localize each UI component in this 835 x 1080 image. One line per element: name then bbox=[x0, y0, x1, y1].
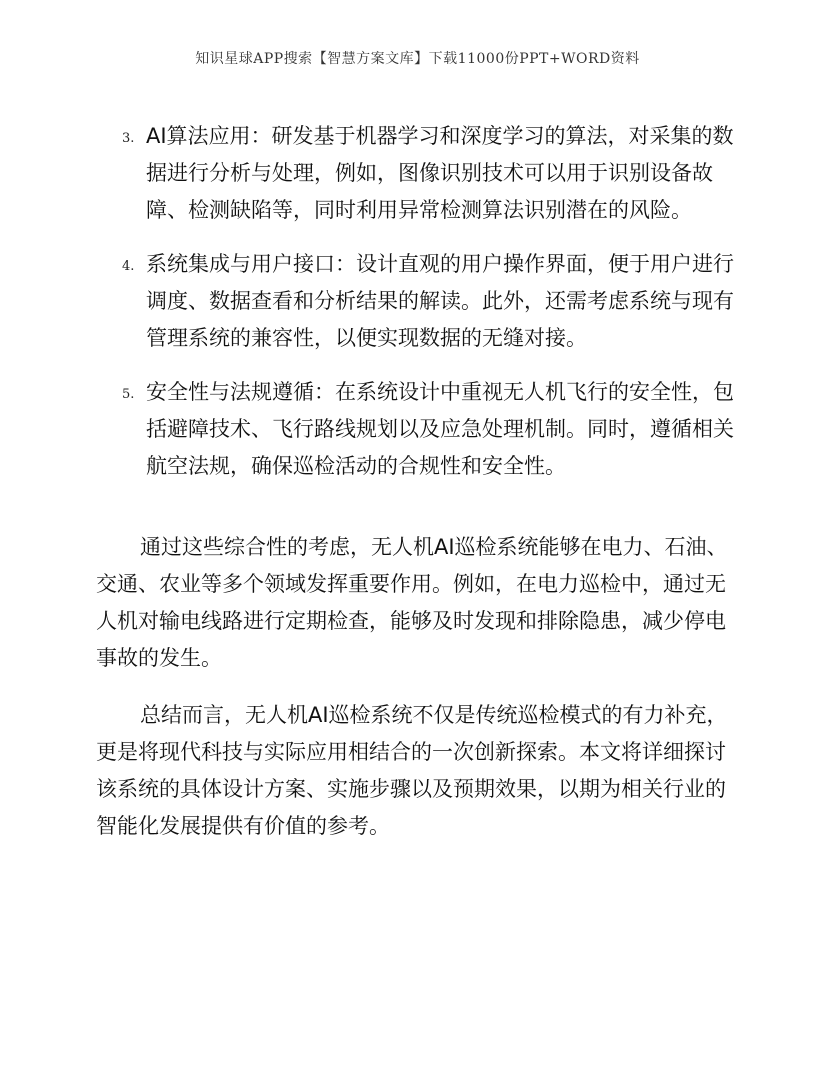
body-paragraph: 通过这些综合性的考虑，无人机AI巡检系统能够在电力、石油、交通、农业等多个领域发挥重要作用。例如，在电力巡检中，通过无人机对输电线路进行定期检查，能够及时发现和排除隐患，减少停电事故的发生。 bbox=[96, 535, 728, 670]
body-paragraph: 总结而言，无人机AI巡检系统不仅是传统巡检模式的有力补充，更是将现代科技与实际应用相结合的一次创新探索。本文将详细探讨该系统的具体设计方案、实施步骤以及预期效果，以期为相关行业的智能化发展提供有价值的参考。 bbox=[96, 703, 728, 838]
list-item-text: 安全性与法规遵循：在系统设计中重视无人机飞行的安全性，包括避障技术、飞行路线规划以及应急处理机制。同时，遵循相关航空法规，确保巡检活动的合规性和安全性。 bbox=[146, 380, 734, 478]
numbered-list bbox=[0, 118, 835, 502]
list-item-text: 系统集成与用户接口：设计直观的用户操作界面，便于用户进行调度、数据查看和分析结果的解读。此外，还需考虑系统与现有管理系统的兼容性，以便实现数据的无缝对接。 bbox=[146, 252, 734, 350]
list-item bbox=[0, 118, 835, 229]
list-number: 5. bbox=[122, 387, 135, 402]
list-item bbox=[0, 374, 835, 485]
list-number: 3. bbox=[122, 131, 135, 146]
page-header: 知识星球APP搜索【智慧方案文库】下载11000份PPT+WORD资料 bbox=[195, 51, 640, 67]
list-number: 4. bbox=[122, 259, 135, 274]
list-item-text: AI算法应用：研发基于机器学习和深度学习的算法，对采集的数据进行分析与处理，例如，图像识别技术可以用于识别设备故障、检测缺陷等，同时利用异常检测算法识别潜在的风险。 bbox=[146, 124, 734, 222]
list-item bbox=[0, 246, 835, 357]
